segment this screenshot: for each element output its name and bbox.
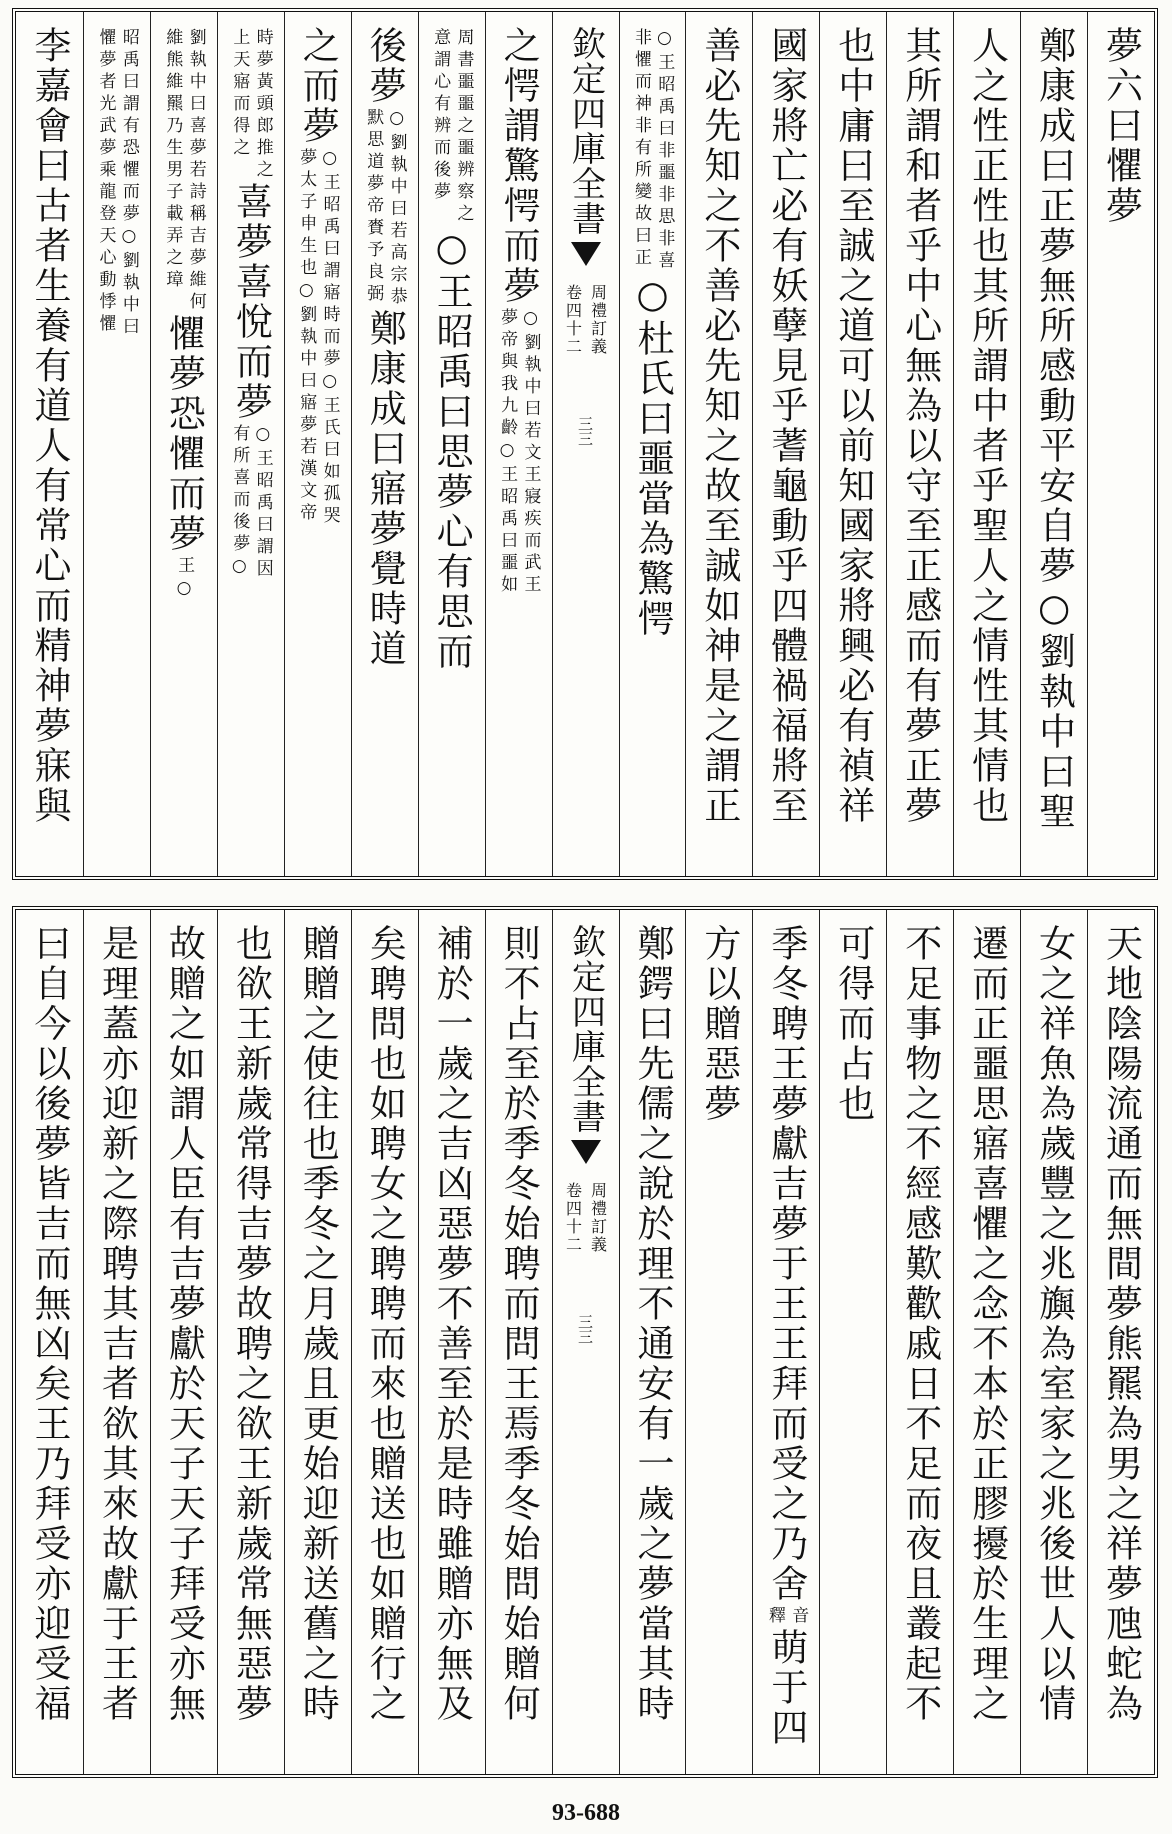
column-note-line: 音 [788,1606,809,1628]
fold-page: 三三 [576,1314,595,1344]
column-text-cont: 喜夢喜悅而夢 [229,182,273,422]
text-column [351,12,418,876]
column-note [229,28,273,182]
column-text: 方以贈惡夢 [697,924,741,1124]
text-column [1087,910,1154,1774]
column-note-line: 劉執中曰喜夢若詩稱吉夢維何 [185,28,206,314]
fold-book: 周禮訂義 [588,284,608,356]
column-note-line: 上天寤而得之 [229,28,250,160]
column-note-line: 夢帝與我九齡○王昭禹曰噩如 [497,308,518,597]
column-text: 曰自今以後夢皆吉而無凶矣王乃拜受亦迎受福 [28,924,72,1724]
fish-tail-mark [571,242,601,270]
fold-book: 周禮訂義 [588,1182,608,1254]
text-column [418,910,485,1774]
column-note-line: 時夢黃頭郎推之 [252,28,273,182]
column-note [764,1606,808,1628]
column-text-cont: 鄭康成曰寤夢覺時道 [363,309,407,669]
text-column [217,910,284,1774]
column-text: 是理蓋亦迎新之際聘其吉者欲其來故獻于王者 [95,924,139,1724]
bottom-page [12,906,1158,1778]
text-column [685,12,752,876]
text-column [819,910,886,1774]
column-text: 善必先知之不善必先知之故至誠如神是之謂正 [697,26,741,826]
column-note-cont-line: ○王昭禹曰謂因 [252,424,273,581]
column-note-line: 夢太子申生也○劉執中曰寤夢若漢文帝 [296,148,317,525]
fold-title: 欽定四庫全書 [565,26,606,236]
text-column [284,12,351,876]
column-text: 矣聘問也如聘女之聘聘而來也贈送也如贈行之 [363,924,407,1724]
column-note-cont [229,424,273,581]
column-text: 則不占至於季冬始聘而問王焉季冬始問始贈何 [497,924,541,1724]
column-text: 不足事物之不經感歎歡戚日不足而夜且叢起不 [898,924,942,1724]
column-note-cont-line: 王○ [174,556,195,603]
column-text: 鄭鍔曰先儒之說於理不通安有一歲之夢當其時 [630,924,674,1724]
column-text: 贈贈之使往也季冬之月歲且更始迎新送舊之時 [296,924,340,1724]
bottom-columns [16,910,1154,1774]
text-column [1020,12,1087,876]
text-column [819,12,886,876]
column-note [631,28,675,273]
column-text: 也欲王新歲常得吉夢故聘之欲王新歲常無惡夢 [229,924,273,1724]
column-note [497,308,541,597]
column-note [296,148,340,528]
top-page [12,8,1158,880]
column-note-line: ○劉執中曰若文王寢疾而武王 [520,308,541,597]
column-text: 可得而占也 [831,924,875,1124]
column-text: 其所謂和者乎中心無為以守至正感而有夢正夢 [898,26,942,826]
column-note-line: 默思道夢帝賚予良弼 [363,108,384,306]
text-column [217,12,284,876]
column-note-line: 釋 [764,1606,785,1628]
column-text: 後夢 [363,26,407,106]
column-text: 之而夢 [296,26,340,146]
text-column [16,12,83,876]
column-text: 季冬聘王夢獻吉夢于王王拜而受之乃舍 [764,924,808,1604]
page-number: 93-688 [552,1800,620,1826]
text-column [619,910,686,1774]
column-note [95,28,139,339]
top-columns [16,12,1154,876]
column-note [363,108,407,309]
text-column [284,910,351,1774]
text-column [1020,910,1087,1774]
text-column [685,910,752,1774]
column-text: 補於一歲之吉凶惡夢不善至於是時雖贈亦無及 [430,924,474,1724]
column-note-cont-line: 有所喜而後夢○ [229,424,250,581]
fold-juan: 卷四十二 [563,1182,583,1254]
column-note [162,28,206,314]
text-column [953,910,1020,1774]
text-column [886,12,953,876]
column-note-line: 懼夢者光武夢乘龍登天心動悸懼 [95,28,116,336]
column-note-line: 昭禹曰謂有恐懼而夢○劉執中曰 [118,28,139,339]
column-text: 夢六曰懼夢 [1099,26,1143,226]
column-text: 之愕謂驚愕而夢 [497,26,541,306]
column-note-line: 周書噩噩之噩辨察之 [453,28,474,226]
column-note-cont [174,556,194,603]
fold-info [562,284,610,356]
fold-column [552,12,619,876]
column-text: 李嘉會曰古者生養有道人有常心而精神夢寐與 [28,26,72,826]
text-column [886,910,953,1774]
column-text: 鄭康成曰正夢無所感動平安自夢○劉執中曰聖 [1032,26,1076,832]
text-column [351,910,418,1774]
fold-juan: 卷四十二 [563,284,583,356]
text-column [150,12,217,876]
column-text-cont: 懼夢恐懼而夢 [162,314,206,554]
text-column [485,910,552,1774]
text-column [16,910,83,1774]
fold-info [562,1182,610,1254]
text-column [752,910,819,1774]
text-column [752,12,819,876]
column-text-cont: ○杜氏曰噩當為驚愕 [630,273,674,639]
fold-page: 三三 [576,416,595,446]
column-note-line: 非懼而神非有所變故曰正 [630,28,651,270]
column-text: 人之性正性也其所謂中者乎聖人之情性其情也 [965,26,1009,826]
text-column [619,12,686,876]
text-column [83,12,150,876]
column-text: 女之祥魚為歲豐之兆旟為室家之兆後世人以情 [1032,924,1076,1724]
column-text: 天地陰陽流通而無間夢熊羆為男之祥夢虺蛇為 [1099,924,1143,1724]
column-note-line: ○王昭禹曰非噩非思非喜 [654,28,675,273]
fold-title: 欽定四庫全書 [565,924,606,1134]
column-note-line: ○王昭禹曰謂寤時而夢○王氏曰如孤哭 [319,148,340,528]
column-note [430,28,474,226]
text-column [150,910,217,1774]
column-text: 也中庸曰至誠之道可以前知國家將興必有禎祥 [831,26,875,826]
text-column [485,12,552,876]
column-text-cont: ○王昭禹曰思夢心有思而 [430,226,474,672]
column-text: 遷而正噩思寤喜懼之念不本於正膠擾於生理之 [965,924,1009,1724]
fold-column [552,910,619,1774]
column-text: 國家將亡必有妖孽見乎蓍龜動乎四體禍福將至 [764,26,808,826]
column-note-line: ○劉執中曰若高宗恭 [386,108,407,309]
column-note-line: 意謂心有辨而後夢 [430,28,451,204]
text-column [1087,12,1154,876]
column-text-cont: 萌于四 [764,1628,808,1748]
column-text: 故贈之如謂人臣有吉夢獻於天子天子拜受亦無 [162,924,206,1724]
text-column [83,910,150,1774]
fish-tail-mark [571,1140,601,1168]
text-column [953,12,1020,876]
column-note-line: 維熊維羆乃生男子載弄之璋 [162,28,183,292]
text-column [418,12,485,876]
